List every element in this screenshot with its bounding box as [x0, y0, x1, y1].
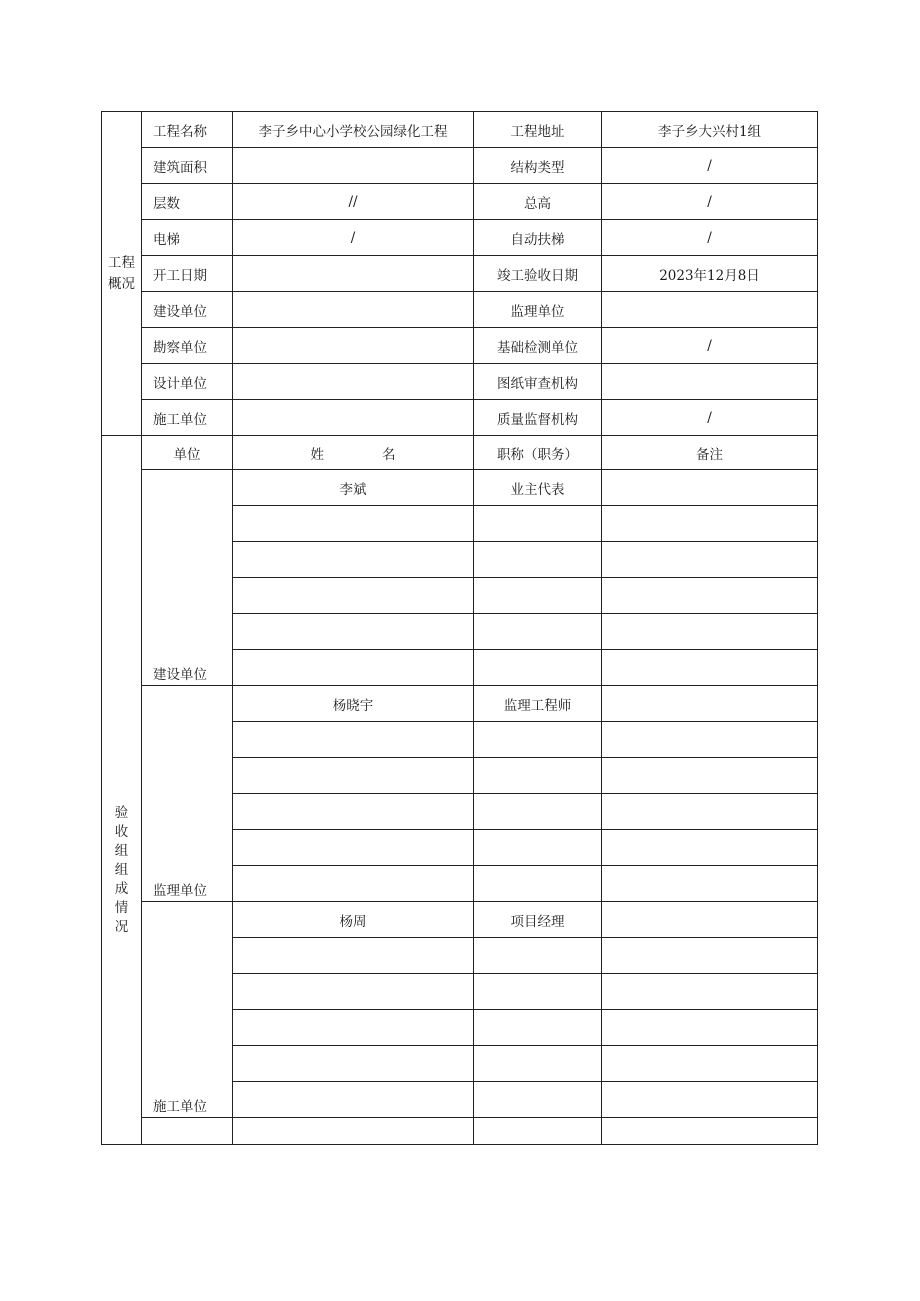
empty-cell: [602, 650, 818, 686]
overview-row: [102, 400, 818, 436]
team-section-label: 验收组组成情况: [102, 436, 142, 1145]
empty-cell: [474, 722, 602, 758]
field-label: 监理单位: [474, 292, 602, 328]
empty-cell: [474, 1118, 602, 1145]
empty-cell: [602, 830, 818, 866]
field-label: 工程地址: [474, 112, 602, 148]
empty-cell: [474, 614, 602, 650]
field-value: /: [602, 220, 818, 256]
empty-cell: [233, 758, 474, 794]
group-unit-label: 施工单位: [142, 902, 233, 1118]
acceptance-form-table: [101, 111, 818, 1145]
table-row: [102, 1118, 818, 1145]
overview-row: [102, 256, 818, 292]
empty-cell: [233, 614, 474, 650]
overview-section-label: 工程概况: [102, 112, 142, 436]
empty-cell: [602, 758, 818, 794]
field-value: //: [233, 184, 474, 220]
empty-cell: [142, 1118, 233, 1145]
field-value: [233, 328, 474, 364]
empty-cell: [602, 506, 818, 542]
member-title: 业主代表: [474, 470, 602, 506]
empty-cell: [474, 938, 602, 974]
field-label: 施工单位: [142, 400, 233, 436]
empty-cell: [474, 974, 602, 1010]
empty-cell: [233, 650, 474, 686]
table-row: [102, 470, 818, 506]
field-value: 李子乡中心小学校公园绿化工程: [233, 112, 474, 148]
empty-cell: [602, 722, 818, 758]
empty-cell: [233, 866, 474, 902]
field-label: 建设单位: [142, 292, 233, 328]
empty-cell: [233, 794, 474, 830]
empty-cell: [474, 506, 602, 542]
header-name-a: 姓: [310, 446, 324, 463]
empty-cell: [233, 938, 474, 974]
empty-cell: [602, 614, 818, 650]
overview-row: [102, 328, 818, 364]
field-value: /: [602, 328, 818, 364]
field-label: 层数: [142, 184, 233, 220]
empty-cell: [602, 578, 818, 614]
group-unit-label: 建设单位: [142, 470, 233, 686]
field-label: 工程名称: [142, 112, 233, 148]
overview-row: [102, 220, 818, 256]
field-label: 结构类型: [474, 148, 602, 184]
empty-cell: [602, 1010, 818, 1046]
field-value: [233, 400, 474, 436]
empty-cell: [233, 1118, 474, 1145]
empty-cell: [233, 506, 474, 542]
member-remark: [602, 902, 818, 938]
empty-cell: [474, 758, 602, 794]
member-name: 杨周: [233, 902, 474, 938]
field-label: 自动扶梯: [474, 220, 602, 256]
header-title: 职称（职务）: [474, 436, 602, 470]
table-row: [102, 902, 818, 938]
team-header-row: [102, 436, 818, 470]
overview-row: [102, 112, 818, 148]
field-value: [233, 292, 474, 328]
empty-cell: [233, 578, 474, 614]
field-value: /: [602, 148, 818, 184]
empty-cell: [233, 830, 474, 866]
empty-cell: [474, 578, 602, 614]
empty-cell: [602, 938, 818, 974]
field-value: [233, 256, 474, 292]
field-value: /: [233, 220, 474, 256]
member-remark: [602, 686, 818, 722]
field-label: 图纸审查机构: [474, 364, 602, 400]
empty-cell: [474, 1046, 602, 1082]
overview-row: [102, 292, 818, 328]
empty-cell: [602, 866, 818, 902]
empty-cell: [474, 830, 602, 866]
table-row: [102, 686, 818, 722]
overview-row: [102, 184, 818, 220]
member-name: 杨晓宇: [233, 686, 474, 722]
header-name: [233, 436, 474, 470]
empty-cell: [474, 1010, 602, 1046]
empty-cell: [233, 1010, 474, 1046]
empty-cell: [474, 794, 602, 830]
field-label: 基础检测单位: [474, 328, 602, 364]
empty-cell: [233, 1046, 474, 1082]
field-label: 设计单位: [142, 364, 233, 400]
field-value: [233, 148, 474, 184]
empty-cell: [602, 794, 818, 830]
group-unit-label: 监理单位: [142, 686, 233, 902]
empty-cell: [602, 542, 818, 578]
empty-cell: [602, 1118, 818, 1145]
field-label: 开工日期: [142, 256, 233, 292]
empty-cell: [474, 542, 602, 578]
field-label: 电梯: [142, 220, 233, 256]
field-value: 李子乡大兴村1组: [602, 112, 818, 148]
field-value: /: [602, 400, 818, 436]
empty-cell: [602, 1082, 818, 1118]
empty-cell: [233, 722, 474, 758]
member-title: 项目经理: [474, 902, 602, 938]
member-remark: [602, 470, 818, 506]
field-value: [602, 292, 818, 328]
field-label: 总高: [474, 184, 602, 220]
empty-cell: [233, 974, 474, 1010]
member-name: 李斌: [233, 470, 474, 506]
header-remark: 备注: [602, 436, 818, 470]
empty-cell: [474, 1082, 602, 1118]
empty-cell: [474, 650, 602, 686]
field-label: 勘察单位: [142, 328, 233, 364]
field-value: /: [602, 184, 818, 220]
field-value: [602, 364, 818, 400]
header-unit: 单位: [142, 436, 233, 470]
header-name-b: 名: [382, 446, 396, 463]
empty-cell: [233, 542, 474, 578]
field-value: 2023年12月8日: [602, 256, 818, 292]
empty-cell: [233, 1082, 474, 1118]
empty-cell: [602, 974, 818, 1010]
field-value: [233, 364, 474, 400]
empty-cell: [602, 1046, 818, 1082]
field-label: 质量监督机构: [474, 400, 602, 436]
member-title: 监理工程师: [474, 686, 602, 722]
overview-row: [102, 364, 818, 400]
overview-row: [102, 148, 818, 184]
field-label: 竣工验收日期: [474, 256, 602, 292]
empty-cell: [474, 866, 602, 902]
field-label: 建筑面积: [142, 148, 233, 184]
